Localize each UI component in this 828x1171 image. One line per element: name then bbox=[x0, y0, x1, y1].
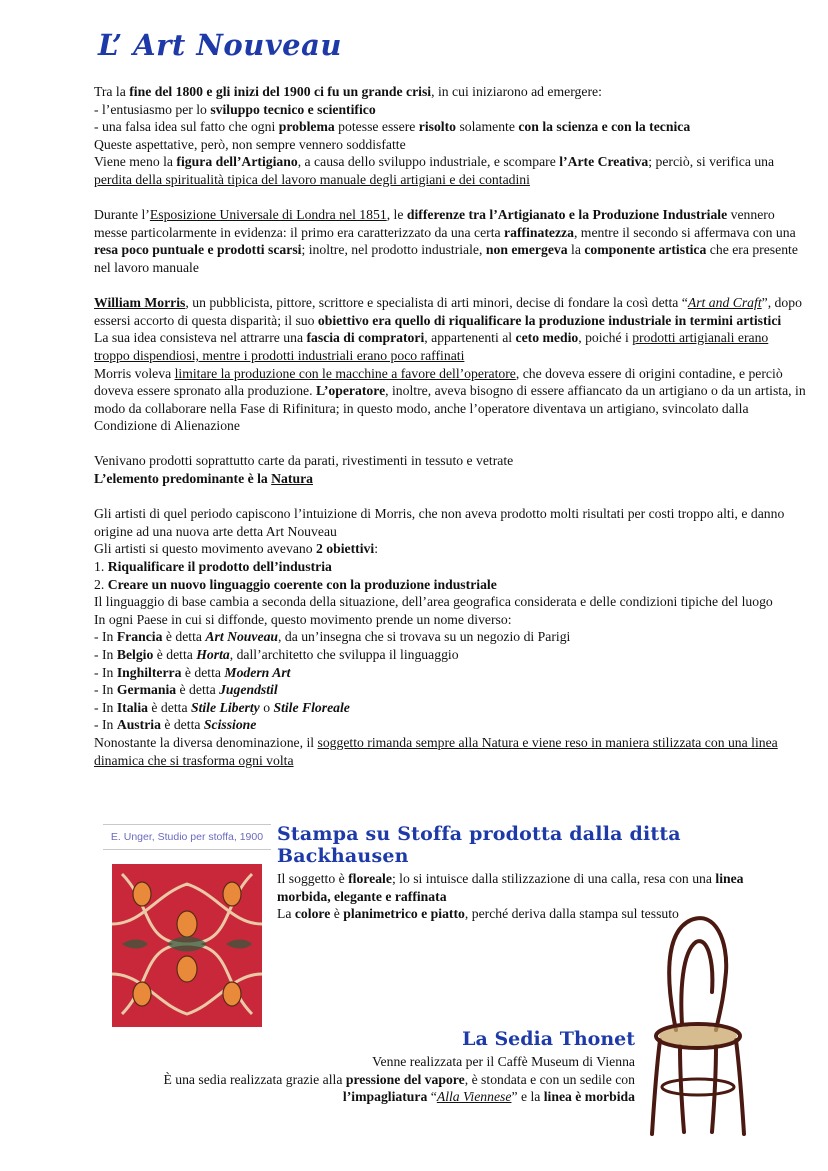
stampa-text: Il soggetto è floreale; lo si intuisce dalla stilizzazione di una calla, resa con una linea morbida, elegante e raffinata La colore è planimetrico e piatto, perché deriva dalla stampa sul tessuto bbox=[277, 871, 744, 922]
text: , le bbox=[386, 207, 407, 223]
stampa-heading: Stampa su Stoffa prodotta dalla ditta Backhausen bbox=[277, 823, 681, 867]
text: - una falsa idea sul fatto che ogni bbox=[94, 119, 279, 135]
text-bold: L’elemento predominante è la bbox=[94, 471, 272, 487]
text-bold: sviluppo tecnico e scientifico bbox=[210, 101, 376, 117]
text-bold: resa poco puntuale e prodotti scarsi bbox=[94, 242, 302, 258]
text-bold: fine del 1800 e gli inizi del 1900 ci fu un grande crisi bbox=[129, 84, 432, 99]
paragraph-prodotti bbox=[94, 452, 806, 487]
text-bold: raffinatezza bbox=[504, 224, 574, 240]
paragraph-morris bbox=[94, 294, 806, 435]
text: la bbox=[567, 242, 585, 258]
text-bold: non emergeva bbox=[485, 242, 568, 258]
list-item: - In Germania è detta Jugendstil bbox=[94, 682, 278, 698]
sedia-heading: La Sedia Thonet bbox=[462, 1028, 635, 1050]
paragraph-esposizione bbox=[94, 206, 806, 276]
text-bold: L’operatore bbox=[315, 383, 386, 399]
text: , a causa dello sviluppo industriale, e scompare bbox=[297, 154, 560, 170]
text: Il linguaggio di base cambia a seconda della situazione, dell’area geografica considerata e delle condizioni tipiche del luogo bbox=[94, 594, 773, 610]
text: , che doveva essere di origini contadine, e perciò doveva essere spronato alla produzione. bbox=[94, 365, 783, 399]
text-bold: risolto bbox=[418, 119, 457, 135]
text-italic-underlined: Art and Craft bbox=[687, 295, 762, 311]
list-item: - In Belgio è detta Horta, dall’architetto che sviluppa il linguaggio bbox=[94, 647, 459, 662]
text-bold: differenze tra l’Artigianato e la Produzione Industriale bbox=[406, 207, 728, 223]
text-bold: componente artistica bbox=[584, 242, 707, 258]
text: ; inoltre, nel prodotto industriale, bbox=[301, 242, 486, 258]
text: potesse essere bbox=[334, 119, 419, 135]
text: , un pubblicista, pittore, scrittore e specialista di arti minori, decise di fondare la così detta “ bbox=[185, 295, 688, 311]
text-bold-underlined: Natura bbox=[271, 471, 313, 487]
text: , inoltre, aveva bisogno di essere affiancato da un artigiano o da un artista, in modo da collaborare nella Fase di Rifinitura; in questo modo, anche l’operatore diventava un artigiano, svincolato dalla Condizione di Alienazione bbox=[94, 383, 806, 434]
list-item: - In Francia è detta Art Nouveau, da un’insegna che si trovava su un negozio di Parigi bbox=[94, 629, 571, 645]
text-bold: figura dell’Artigiano bbox=[176, 154, 298, 170]
text-bold: obiettivo era quello di riqualificare la produzione industriale in termini artistici bbox=[317, 312, 782, 328]
thonet-chair-image bbox=[646, 912, 750, 1138]
text: , mentre il secondo si affermava con una bbox=[573, 224, 796, 240]
text: Nonostante la diversa denominazione, il bbox=[94, 734, 318, 750]
text-underlined: limitare la produzione con le macchine a favore dell’operatore bbox=[174, 365, 516, 381]
fabric-image bbox=[112, 864, 262, 1027]
list-number: 1. bbox=[94, 559, 108, 575]
list-item: - In Italia è detta Stile Liberty o Stile Floreale bbox=[94, 699, 350, 715]
text: Morris voleva bbox=[94, 365, 175, 381]
text: Gli artisti si questo movimento avevano bbox=[94, 541, 317, 557]
text: Gli artisti di quel periodo capiscono l’intuizione di Morris, che non aveva prodotto molti risultati per costi troppo alti, e danno origine ad una nuova arte detta Art Nouveau bbox=[94, 506, 785, 539]
sedia-section bbox=[100, 1028, 635, 1106]
text: : bbox=[374, 541, 378, 557]
text-bold: l’Arte Creativa bbox=[559, 154, 649, 170]
objective-2: Creare un nuovo linguaggio coerente con la produzione industriale bbox=[107, 576, 497, 592]
text: Queste aspettative, però, non sempre vennero soddisfatte bbox=[94, 136, 406, 152]
text: Tra la bbox=[94, 84, 130, 99]
objective-1: Riqualificare il prodotto dell’industria bbox=[107, 559, 332, 575]
page-title: L’ Art Nouveau bbox=[98, 28, 343, 62]
text: , in cui iniziarono ad emergere: bbox=[431, 84, 602, 99]
text-underlined: prodotti artigianali erano troppo dispendiosi, mentre i prodotti industriali erano poco raffinati bbox=[94, 330, 769, 363]
text: Venivano prodotti soprattutto carte da parati, rivestimenti in tessuto e vetrate bbox=[94, 453, 514, 469]
text-bold: 2 obiettivi bbox=[316, 541, 375, 557]
text-bold: ceto medio bbox=[515, 330, 579, 346]
text-underlined: perdita della spiritualità tipica del lavoro manuale degli artigiani e dei contadini bbox=[94, 171, 530, 187]
text-bold: fascia di compratori bbox=[306, 330, 425, 346]
text: Viene meno la bbox=[94, 154, 177, 170]
list-number: 2. bbox=[94, 576, 108, 592]
text: - l’entusiasmo per lo bbox=[94, 101, 211, 117]
text: In ogni Paese in cui si diffonde, questo movimento prende un nome diverso: bbox=[94, 611, 512, 627]
list-item: - In Inghilterra è detta Modern Art bbox=[94, 664, 291, 680]
text-underlined: soggetto rimanda sempre alla Natura e viene reso in maniera stilizzata con una linea dinamica che si trasforma ogni volta bbox=[94, 734, 778, 768]
paragraph-crisi bbox=[94, 83, 806, 189]
text: vennero messe particolarmente in evidenza: il primo era caratterizzato da una certa bbox=[94, 207, 775, 240]
text: Durante l’ bbox=[94, 207, 150, 223]
text: , poiché i bbox=[578, 330, 633, 346]
text: che era presente nel lavoro manuale bbox=[94, 242, 798, 275]
text-bold: problema bbox=[278, 119, 335, 135]
main-text bbox=[94, 83, 806, 769]
text: solamente bbox=[456, 119, 519, 135]
text-bold-underlined: William Morris bbox=[94, 295, 186, 311]
text: ; perciò, si verifica una bbox=[648, 154, 775, 170]
text: ”, dopo essersi accorto di questa disparità; il suo bbox=[94, 295, 802, 328]
text: La sua idea consisteva nel attrarre una bbox=[94, 330, 307, 346]
text-bold: con la scienza e con la tecnica bbox=[518, 119, 691, 135]
sedia-text: Venne realizzata per il Caffè Museum di Vienna È una sedia realizzata grazie alla pressione del vapore, è stondata e con un sedile con l’impagliatura “Alla Viennese” e la linea è morbida bbox=[163, 1054, 635, 1105]
image-caption: E. Unger, Studio per stoffa, 1900 bbox=[103, 824, 271, 850]
list-item: - In Austria è detta Scissione bbox=[94, 717, 257, 733]
text-underlined: Esposizione Universale di Londra nel 1851 bbox=[149, 207, 387, 223]
text: , appartenenti al bbox=[424, 330, 516, 346]
paragraph-art-nouveau bbox=[94, 505, 806, 769]
stampa-section bbox=[277, 823, 797, 923]
